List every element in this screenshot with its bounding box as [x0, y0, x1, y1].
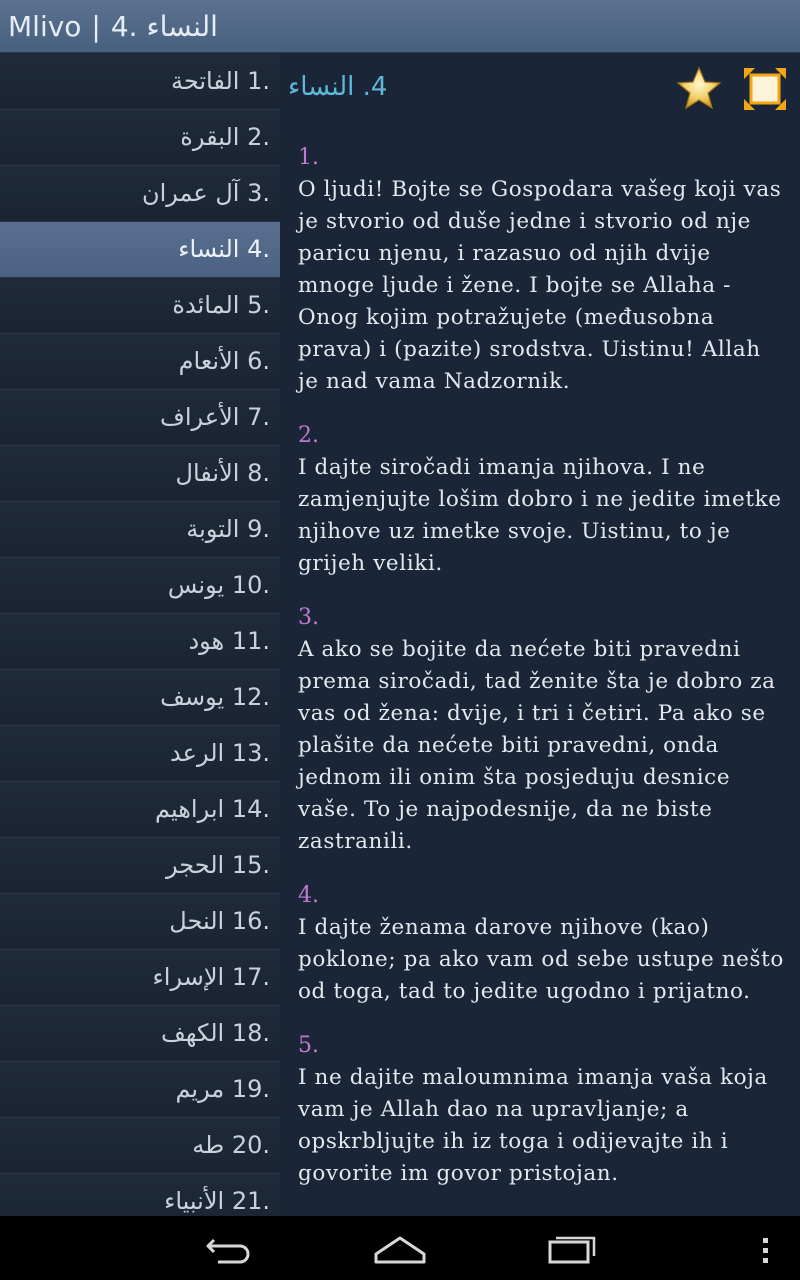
sura-name: الحجر	[165, 851, 225, 879]
sura-number: 9.	[247, 515, 270, 543]
sura-number: 13.	[231, 739, 270, 767]
sura-list-item[interactable]	[0, 1174, 280, 1216]
verse-number: 2.	[298, 423, 319, 448]
verse-number: 5.	[298, 1033, 319, 1058]
sura-list-item[interactable]	[0, 446, 280, 502]
sura-number: 18.	[231, 1019, 270, 1047]
sura-list-item[interactable]	[0, 782, 280, 838]
sura-heading: 4. النساء	[288, 72, 388, 102]
sura-list-item[interactable]	[0, 110, 280, 166]
recents-button[interactable]	[544, 1226, 600, 1270]
sura-number: 10.	[231, 571, 270, 599]
verse-text: I dajte siročadi imanja njihova. I ne zamjenjujte lošim dobro i ne jedite imetke njihove uz imetke svoje. Uistinu, to je grijeh veliki.	[298, 455, 782, 576]
sura-list-item[interactable]	[0, 334, 280, 390]
sura-list-item[interactable]	[0, 390, 280, 446]
sura-name: الأنفال	[175, 459, 240, 487]
sura-name: يونس	[167, 571, 225, 599]
system-navigation-bar	[0, 1216, 800, 1280]
verse-number: 3.	[298, 605, 319, 630]
recents-icon	[544, 1226, 600, 1270]
sura-name: الفاتحة	[170, 67, 240, 95]
sura-name: طه	[192, 1131, 225, 1159]
sura-list[interactable]	[0, 54, 280, 1216]
sura-list-item[interactable]	[0, 670, 280, 726]
sura-name: المائدة	[172, 291, 240, 319]
sura-name: النحل	[169, 907, 225, 935]
fullscreen-button[interactable]	[742, 66, 788, 112]
sura-number: 11.	[231, 627, 270, 655]
back-button[interactable]	[200, 1226, 256, 1270]
verse-list	[298, 142, 788, 1212]
sura-list-item[interactable]	[0, 558, 280, 614]
sura-number: 14.	[231, 795, 270, 823]
sura-list-item[interactable]	[0, 502, 280, 558]
sura-list-item[interactable]	[0, 838, 280, 894]
sura-number: 5.	[247, 291, 270, 319]
sura-number: 19.	[231, 1075, 270, 1103]
sura-name: هود	[188, 627, 225, 655]
sura-list-item[interactable]	[0, 950, 280, 1006]
sura-name: البقرة	[180, 123, 240, 151]
overflow-menu-button[interactable]	[754, 1226, 778, 1270]
sura-number: 8.	[247, 459, 270, 487]
back-icon	[200, 1226, 256, 1270]
home-icon	[372, 1226, 428, 1270]
verse	[298, 1030, 788, 1190]
verse-text: I dajte ženama darove njihove (kao) poklone; pa ako vam od sebe ustupe nešto od toga, tad to jedite ugodno i prijatno.	[298, 915, 784, 1004]
verse	[298, 420, 788, 580]
sura-number: 3.	[247, 179, 270, 207]
current-sura-title: 4. النساء	[110, 10, 218, 43]
sura-name: آل عمران	[141, 179, 240, 207]
verse-panel[interactable]	[280, 54, 800, 1216]
verse	[298, 602, 788, 858]
sura-number: 7.	[247, 403, 270, 431]
sura-list-item[interactable]	[0, 1006, 280, 1062]
sura-number: 12.	[231, 683, 270, 711]
sura-name: الرعد	[170, 739, 225, 767]
sura-list-item[interactable]	[0, 726, 280, 782]
sura-name: التوبة	[186, 515, 240, 543]
sura-name: الكهف	[161, 1019, 225, 1047]
sura-name: الأعراف	[159, 403, 240, 431]
overflow-menu-icon	[754, 1226, 778, 1270]
sura-number: 21.	[231, 1187, 270, 1215]
verse	[298, 142, 788, 398]
star-icon	[676, 66, 722, 112]
verse-text: O ljudi! Bojte se Gospodara vašeg koji vas je stvorio od duše jedne i stvorio od nje paricu njenu, i razasuo od njih dvije mnoge ljude i žene. I bojte se Allaha - Onog kojim potražujete (međusobna prava) i (pazite) srodstva. Uistinu! Allah je nad vama Nadzornik.	[298, 177, 782, 394]
title-separator: |	[91, 10, 101, 43]
sura-name: النساء	[178, 235, 240, 263]
sura-number: 16.	[231, 907, 270, 935]
app-title: Mlivo	[8, 10, 82, 43]
sura-number: 20.	[231, 1131, 270, 1159]
sura-list-item[interactable]	[0, 1062, 280, 1118]
verse	[298, 880, 788, 1008]
verse-number: 1.	[298, 145, 319, 170]
sura-list-item[interactable]	[0, 54, 280, 110]
sura-number: 15.	[231, 851, 270, 879]
verse-number: 4.	[298, 883, 319, 908]
sura-list-item[interactable]	[0, 278, 280, 334]
sura-list-item[interactable]	[0, 614, 280, 670]
sura-number: 17.	[231, 963, 270, 991]
sura-list-item-selected[interactable]	[0, 222, 280, 278]
sura-name: الأنبياء	[164, 1187, 225, 1215]
sura-list-item[interactable]	[0, 894, 280, 950]
sura-number: 1.	[247, 67, 270, 95]
action-bar	[0, 0, 800, 53]
sura-number: 2.	[247, 123, 270, 151]
verse-text: I ne dajite maloumnima imanja vaša koja vam je Allah dao na upravljanje; a opskrbljujte ih iz toga i odijevajte ih i govorite im govor pristojan.	[298, 1065, 768, 1186]
sura-list-item[interactable]	[0, 1118, 280, 1174]
home-button[interactable]	[372, 1226, 428, 1270]
sura-name: ابراهيم	[155, 795, 225, 823]
sura-number: 4.	[247, 235, 270, 263]
expand-icon	[742, 66, 788, 112]
sura-name: مريم	[175, 1075, 225, 1103]
favorite-button[interactable]	[676, 66, 722, 112]
sura-name: الأنعام	[178, 347, 240, 375]
sura-list-item[interactable]	[0, 166, 280, 222]
sura-name: يوسف	[160, 683, 225, 711]
sura-number: 6.	[247, 347, 270, 375]
verse-text: A ako se bojite da nećete biti pravedni prema siročadi, tad ženite šta je dobro za vas od žena: dvije, i tri i četiri. Pa ako se plašite da nećete biti pravedni, onda jednom ili onim šta posjeduju desnice vaše. To je najpodesnije, da ne biste zastranili.	[298, 637, 776, 854]
sura-name: الإسراء	[152, 963, 225, 991]
